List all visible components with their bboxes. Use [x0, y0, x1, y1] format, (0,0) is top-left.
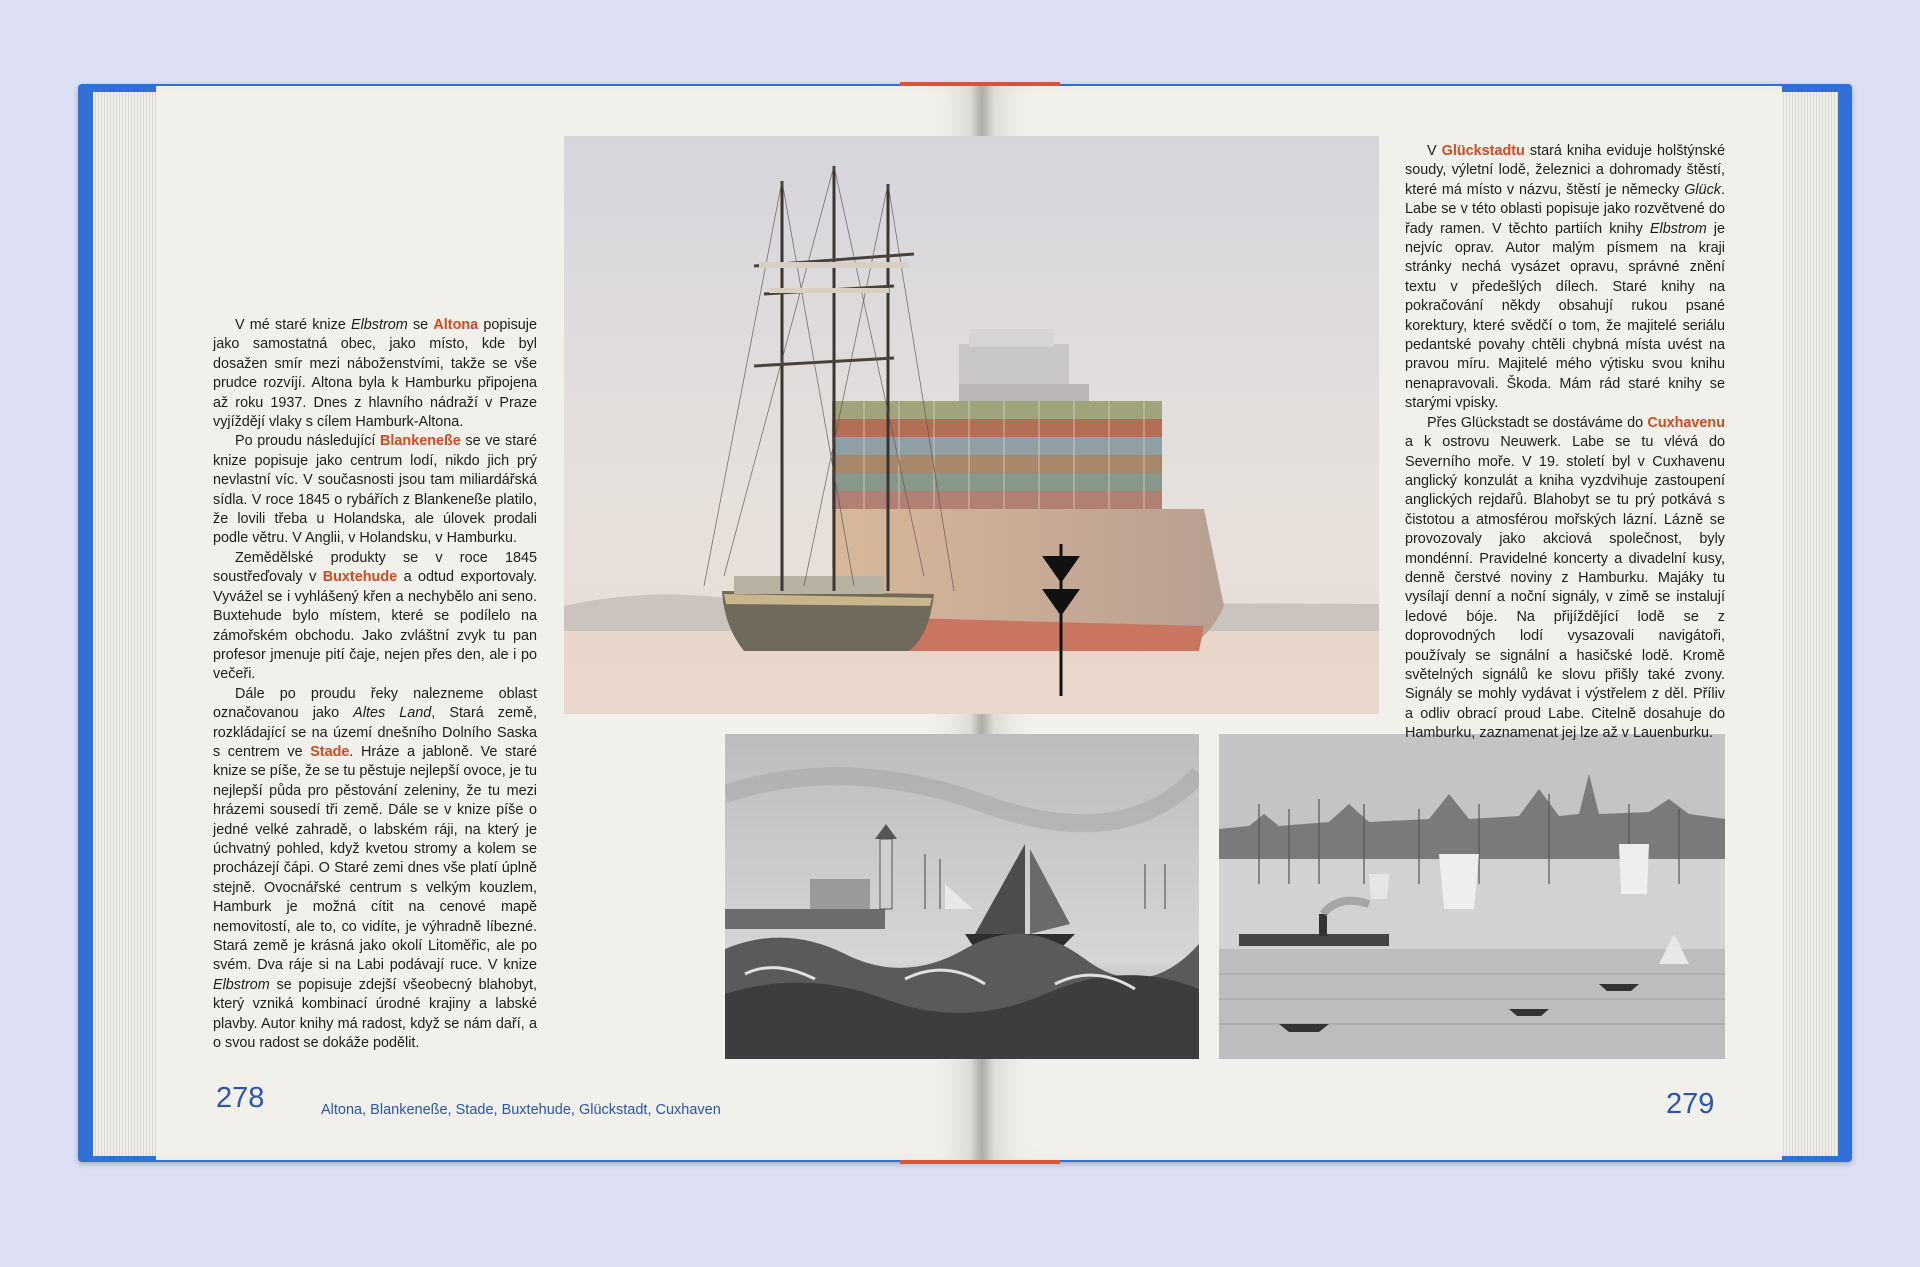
engraving-hamburg-harbour [1219, 734, 1725, 1059]
paragraph-altes-land [213, 685, 537, 1054]
page-block-left-edge [93, 92, 163, 1156]
text: , Stará země, rozkládající se na území dnešního Dolního Saska s centrem ve [213, 705, 537, 760]
text: Přes Glückstadt se dostáváme do [1427, 414, 1648, 431]
paragraph-glueckstadt [1405, 142, 1725, 414]
text: . Hráze a jabloně. Ve staré knize se píše, že se tu pěstuje nejlepší ovoce, je tu nejlepší půda pro pěstování zeleniny, že tu mezi hrázemi sousedí tři země. Dále se v knize píše o jedné velké zahradě, o labském ráji, na který je úchvatný pohled, když kvetou stromy a kolem se procházejí čápi. O Staré zemi dnes vše platí úplně stejně. Ovocnářské centrum s velkým kouzlem, Hamburk je možná cítit na cenové mapě nemovitostí, ale to, co vidíte, je výhradně líbezné. Stará země je krásná jako okolí Litoměřic, ale po svém. Dva ráje si na Labi podávají ruce. V knize [213, 743, 537, 974]
text: a k ostrovu Neuwerk. Labe se tu vlévá do Severního moře. V 19. století byl v Cuxhavenu anglický konzulát a kniha vyzdvihuje zastoupení anglických rejdařů. Blahobyt se tu prý potkává s čistotou a atmosférou mořských lázní. Lázně se provozovaly jako akciová společnost, byly mondénní. Pravidelné koncerty a divadelní kusy, denně čerstvé noviny z Hamburku. Majáky tu vysílají denní a noční signály, v zimě se instalují ledové bóje. Na přijíždějící lodě se z doprovodných lodí vysazovali navigátoři, používaly se signální a hasičské lodě. Kromě světelných signálů ke slovu přišly také zvony. Signály se mohly vydávat i výstřelem z děl. Příliv a odliv obrací proud Labe. Citelně dosahuje do Hamburku, zaznamenat jej lze až v Lauenburku. [1405, 434, 1725, 742]
text: se ve staré knize popisuje jako centrum lodí, nikdo jich prý nevlastní víc. V současnosti jsou tam miliardářská sídla. V roce 1845 o rybářích z Blankeneße platilo, že lovili třeba u Holandska, ale úlovek prodali podle větru. V Anglii, v Holandsku, v Hamburku. [213, 433, 537, 547]
place-stade: Stade [310, 743, 350, 760]
running-head: Altona, Blankeneße, Stade, Buxtehude, Glückstadt, Cuxhaven [321, 1102, 721, 1118]
text: . Labe se v této oblasti popisuje jako rozvětvené do řady ramen. V těchto partiích knihy [1405, 181, 1725, 237]
place-glueckstadt: Glückstadtu [1441, 143, 1525, 159]
text: se popisuje zdejší všeobecný blahobyt, který vzniká kombinací úrodné krajiny a labské plavby. Autor knihy má radost, když se nám daří, a o svou radost se dokáže podělit. [213, 976, 537, 1052]
term-altes-land: Altes Land [353, 705, 432, 722]
book-title-elbstrom: Elbstrom [1649, 220, 1707, 237]
text: je nejvíc oprav. Autor malým písmem na kraji stránky nechá vysázet opravu, správné znění textu v předešlých dílech. Staré knihy na pokračování někdy obsahují rukou psané korektury, které svědčí o tom, že majitelé seriálu pedantské povahy chtěli chybná místa uvést na pravou míru. Majitelé mého výtisku svou knihu nenapravovali. Škoda. Mám rád staré knihy se starými vpisky. [1405, 220, 1725, 412]
text: Po proudu následující [235, 433, 381, 450]
place-cuxhaven: Cuxhavenu [1647, 414, 1725, 431]
term-glueck: Glück [1684, 181, 1721, 198]
text: Zemědělské produkty se v roce 1845 soustřeďovaly v [213, 549, 537, 586]
paragraph-blankenesse [213, 432, 537, 548]
text: V [1427, 143, 1442, 159]
text: popisuje jako samostatná obec, jako místo, kde byl dosažen smír mezi náboženstvími, takže se vše prudce rozvíjí. Altona byla k Hamburku připojena až roku 1937. Dnes z hlavního nádraží v Praze vyjíždějí vlaky s cílem Hamburk-Altona. [213, 317, 537, 431]
place-altona: Altona [433, 317, 479, 333]
page-number-left: 278 [216, 1082, 265, 1114]
text: se [407, 317, 434, 333]
paragraph-buxtehude [213, 549, 537, 685]
place-buxtehude: Buxtehude [322, 569, 398, 586]
text: Dále po proudu řeky nalezneme oblast označovanou jako [213, 685, 537, 722]
paragraph-cuxhaven [1405, 414, 1725, 744]
right-page-text [1405, 142, 1725, 744]
text: a odtud exportovaly. Vyvážel se i vyhlášený křen a nechybělo ani seno. Buxtehude bylo místem, které se podílelo na zámořském obchodu. Jako zvláštní zvyk tu pan profesor jmenuje pití čaje, nejen přes den, ale i po večeři. [213, 569, 538, 683]
book-title-elbstrom: Elbstrom [213, 976, 270, 993]
paragraph-altona [213, 316, 537, 432]
place-blankenesse: Blankeneße [380, 433, 461, 450]
photo-tall-ship-and-container-ship [564, 136, 1379, 714]
left-page-text [213, 316, 537, 1053]
book-title-elbstrom: Elbstrom [351, 317, 408, 333]
page-number-right: 279 [1666, 1088, 1715, 1120]
text: V mé staré knize [235, 317, 351, 333]
text: stará kniha eviduje holštýnské soudy, výletní lodě, železnici a dohromady štěstí, které má místo v názvu, štěstí je německy [1405, 143, 1725, 198]
engraving-lighthouse-stormy-sea [725, 734, 1199, 1059]
